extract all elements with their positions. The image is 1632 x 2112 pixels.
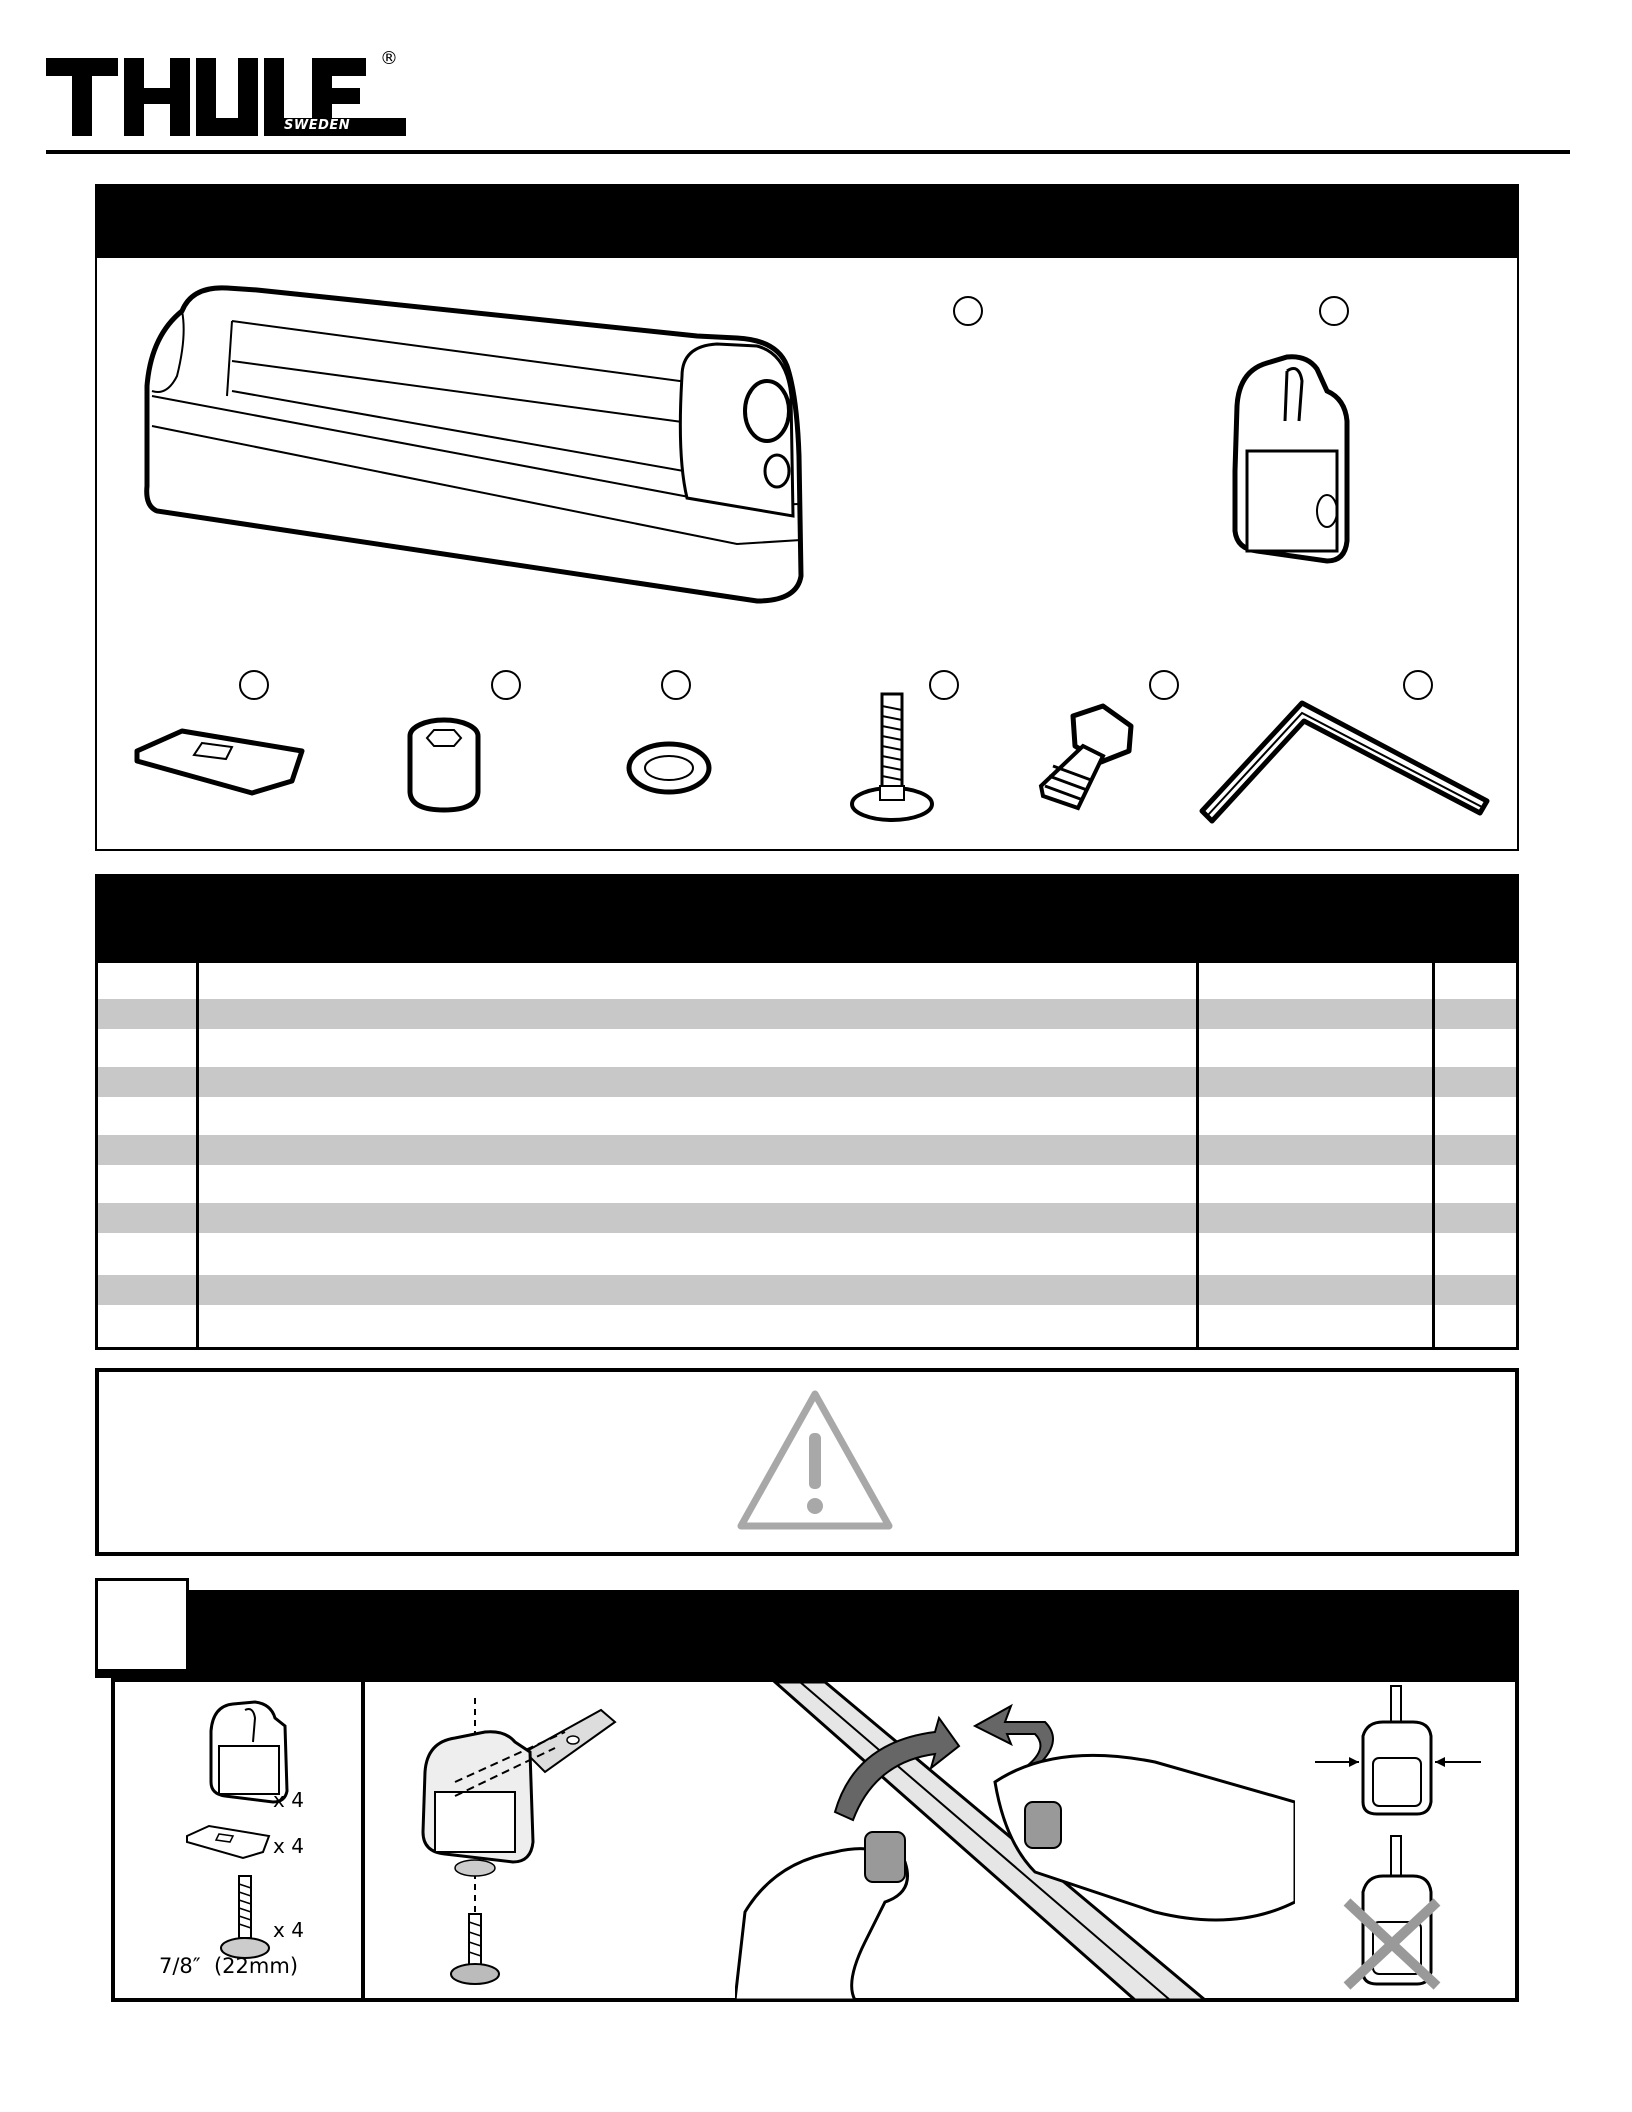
step-panel bbox=[111, 1678, 1519, 2002]
table-row bbox=[98, 999, 1516, 1029]
plate-illustration bbox=[132, 721, 312, 801]
callout-4 bbox=[491, 670, 521, 700]
correct-clamp-illustration bbox=[1313, 1682, 1483, 1822]
parts-panel bbox=[95, 184, 1519, 851]
column-divider bbox=[196, 877, 199, 1347]
step-header-bar bbox=[95, 1590, 1519, 1678]
warning-triangle-icon bbox=[735, 1388, 895, 1533]
step-number-box bbox=[95, 1578, 189, 1672]
mounting-on-bar-illustration bbox=[735, 1682, 1295, 2000]
callout-1 bbox=[953, 296, 983, 326]
table-row bbox=[98, 1203, 1516, 1233]
step-panel-divider bbox=[361, 1682, 365, 1998]
carriage-bolt-illustration bbox=[847, 686, 937, 826]
ski-carrier-illustration bbox=[137, 276, 1037, 606]
parts-table bbox=[95, 874, 1519, 1350]
hex-key-illustration bbox=[1192, 691, 1492, 831]
kit-qty-bolt: x 4 bbox=[273, 1918, 304, 1942]
incorrect-clamp-illustration bbox=[1333, 1832, 1453, 1992]
warning-box bbox=[95, 1368, 1519, 1556]
callout-7 bbox=[1149, 670, 1179, 700]
logo-sweden-text: SWEDEN bbox=[284, 118, 351, 133]
callout-3 bbox=[239, 670, 269, 700]
spacer-illustration bbox=[399, 714, 489, 814]
kit-qty-plate: x 4 bbox=[273, 1834, 304, 1858]
callout-2 bbox=[1319, 296, 1349, 326]
hex-bolt-illustration bbox=[1033, 696, 1143, 816]
kit-qty-bracket: x 4 bbox=[273, 1788, 304, 1812]
table-row bbox=[98, 1275, 1516, 1305]
header-rule bbox=[46, 150, 1570, 154]
parts-panel-header-bar bbox=[97, 186, 1517, 258]
kit-plate-illustration bbox=[183, 1822, 273, 1862]
parts-table-header bbox=[98, 877, 1516, 963]
column-divider bbox=[1196, 877, 1199, 1347]
thule-logo bbox=[46, 48, 406, 140]
kit-bolt-illustration bbox=[217, 1872, 273, 1962]
washer-illustration bbox=[625, 738, 715, 798]
bracket-illustration bbox=[1227, 351, 1367, 571]
registered-mark: ® bbox=[380, 48, 398, 69]
table-row bbox=[98, 1135, 1516, 1165]
table-row bbox=[98, 1067, 1516, 1097]
assembly-illustration bbox=[405, 1692, 635, 1992]
kit-bolt-size-label: 7/8″ (22mm) bbox=[159, 1954, 299, 1978]
callout-5 bbox=[661, 670, 691, 700]
column-divider bbox=[1432, 877, 1435, 1347]
